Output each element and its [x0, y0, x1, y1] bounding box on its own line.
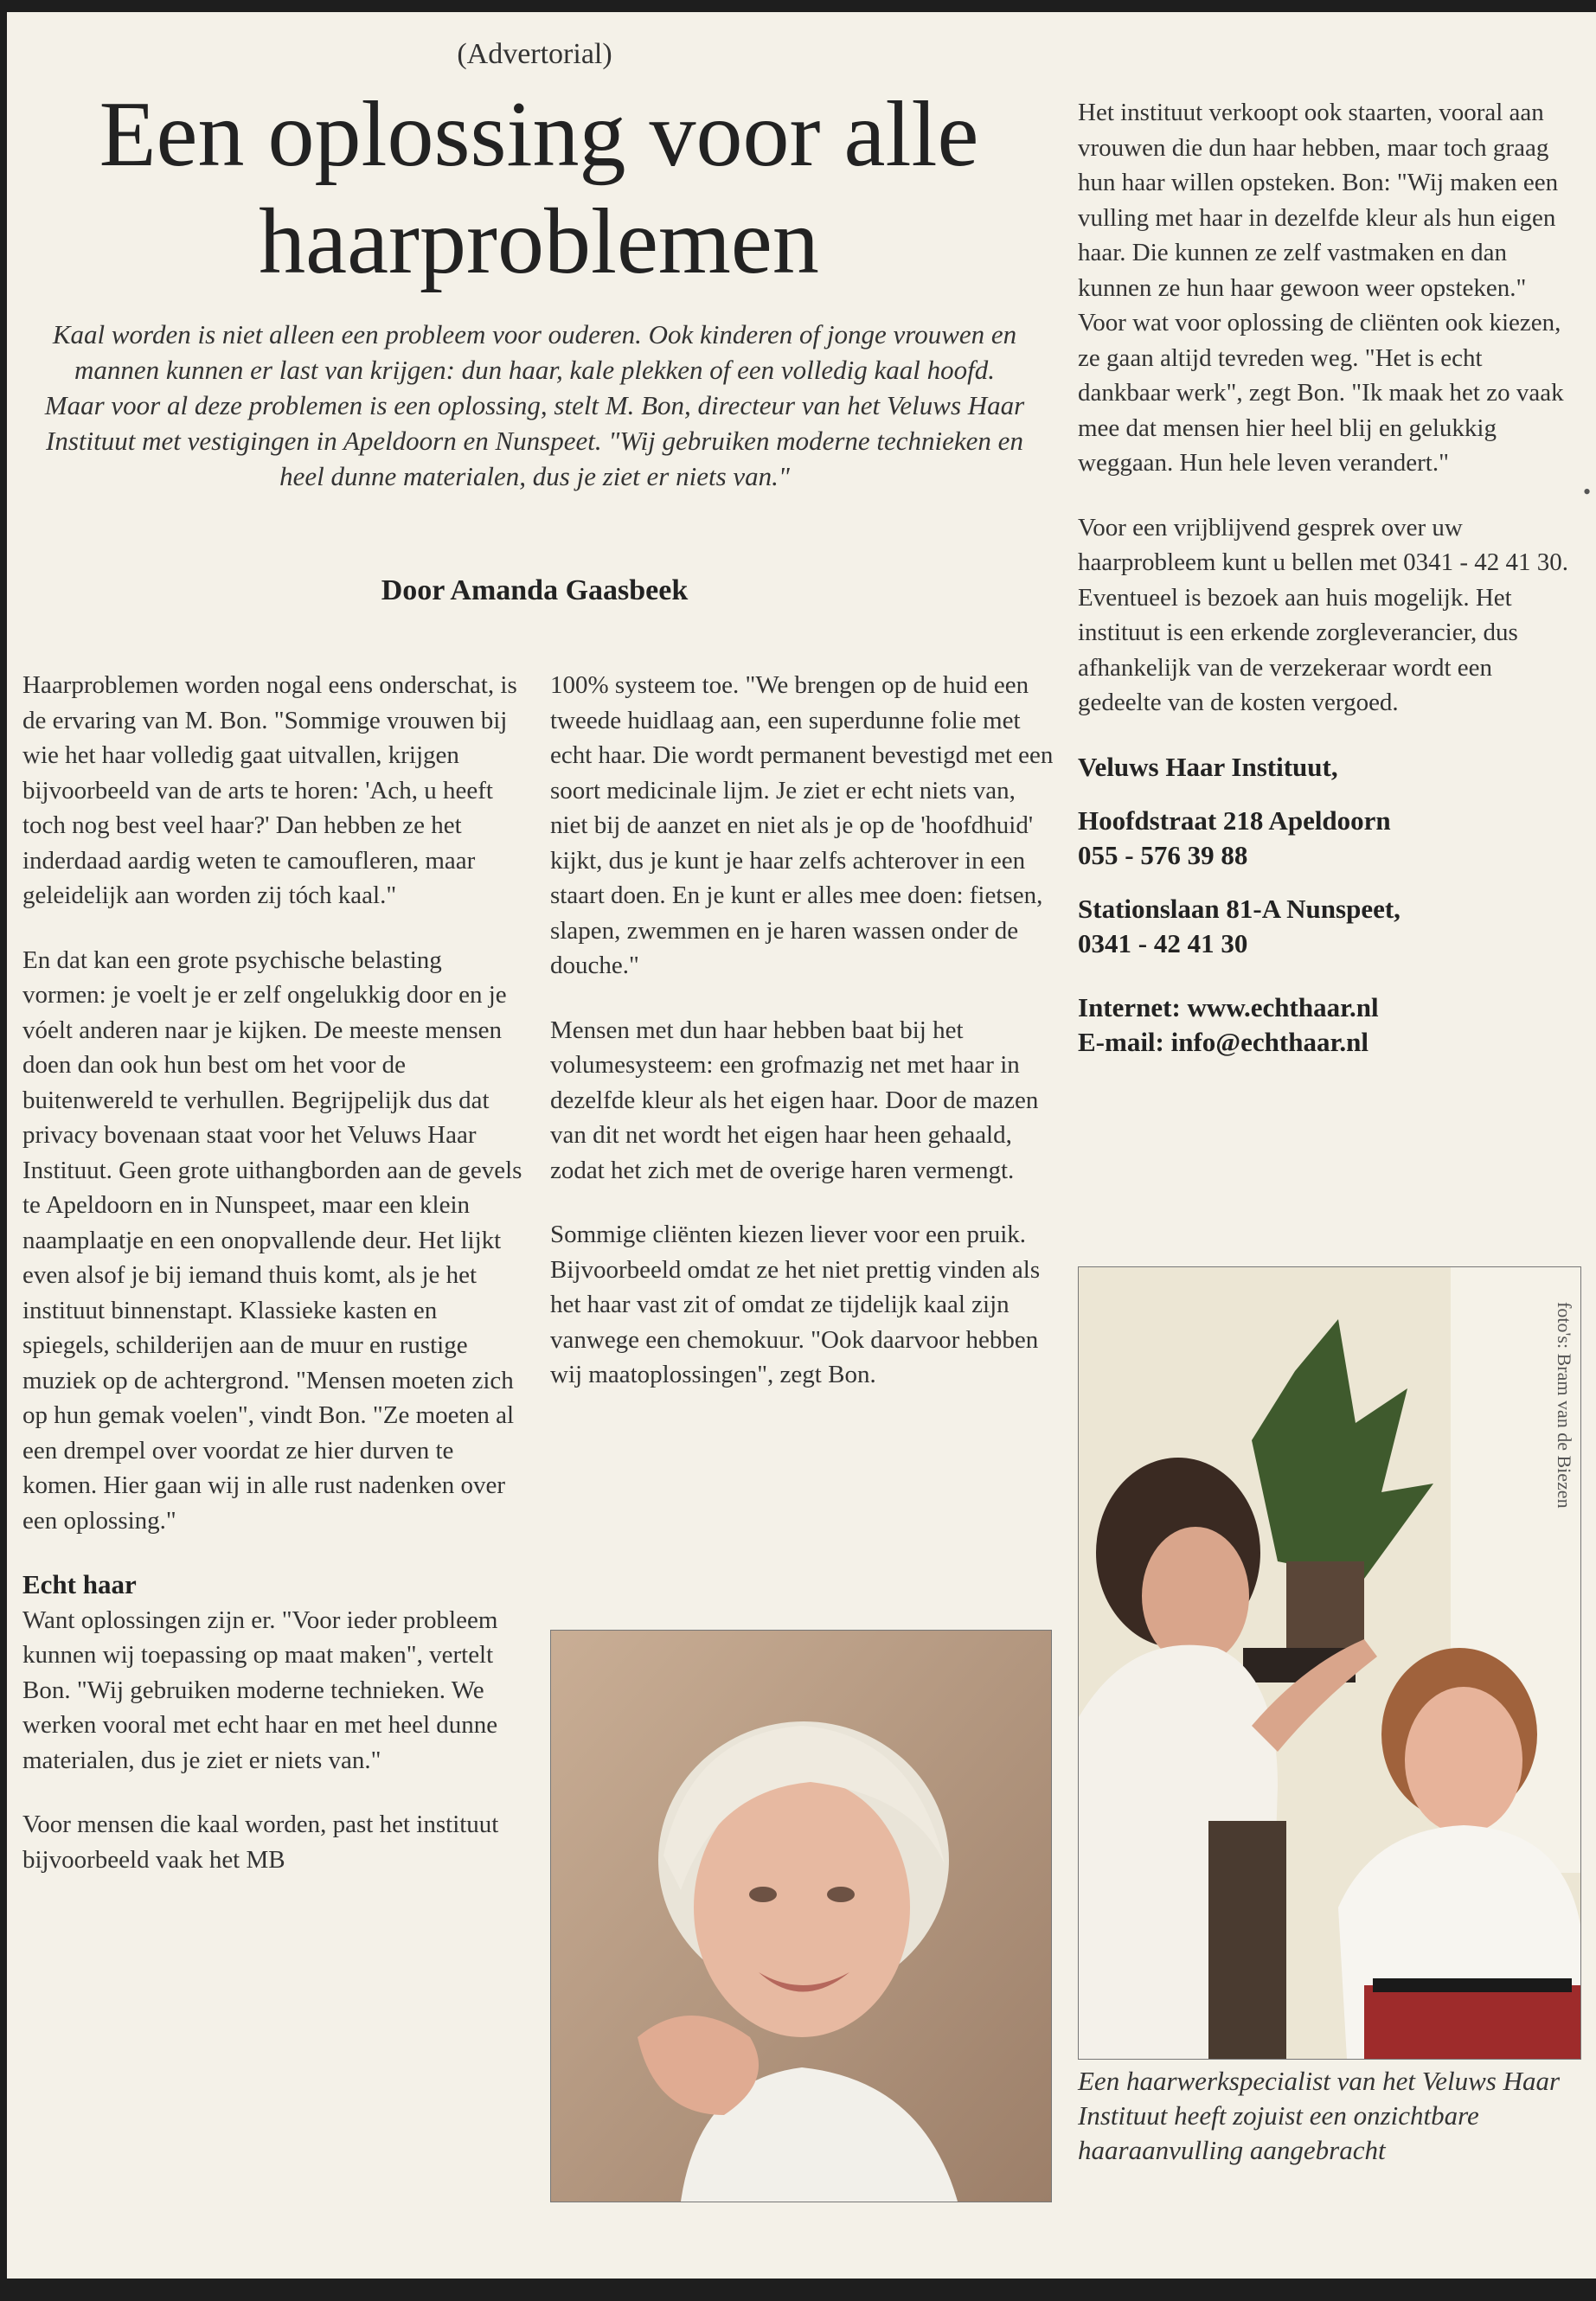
article-column-right: [1078, 95, 1580, 1060]
photo-credit: foto's: Bram van de Biezen: [1554, 1302, 1575, 1509]
paragraph: En dat kan een grote psychische belasting vormen: je voelt je er zelf ongelukkig door en je vóelt anderen naar je kijken. De meeste mensen doen dan ook hun best om het voor de buitenwereld te verhullen. Begrijpelijk dus dat privacy bovenaan staat voor het Veluws Haar Instituut. Geen grote uithangborden aan de gevels te Apeldoorn en in Nunspeet, maar een klein naamplaatje en een onopvallende deur. Het lijkt even alsof je bij iemand thuis komt, als je het instituut binnenstapt. Klassieke kasten en spiegels, schilderijen aan de muur en rustige muziek op de achtergrond. "Mensen moeten zich op hun gemak voelen", vindt Bon. "Ze moeten al een drempel over voordat ze hier durven te komen. Hier gaan wij in alle rust nadenken over een oplossing.": [22, 945, 522, 1535]
paragraph: Want oplossingen zijn er. "Voor ieder probleem kunnen wij toepassing op maat maken", vertelt Bon. "Wij gebruiken moderne technieken. We werken vooral met echt haar en met heel dunne materialen, dus je ziet er niets van.": [22, 1606, 498, 1774]
paragraph: Haarproblemen worden nogal eens onderschat, is de ervaring van M. Bon. "Sommige vrouwen bij wie het haar volledig gaat uitvallen, krijgen bijvoorbeeld van de arts te horen: 'Ach, u heeft toch nog best veel haar?' Dan hebben ze het inderdaad aardig weten te camoufleren, maar geleidelijk aan worden zij tóch kaal.": [22, 671, 517, 909]
address-apeldoorn: Hoofdstraat 218 Apeldoorn: [1078, 804, 1391, 836]
paragraph: Sommige cliënten kiezen liever voor een pruik. Bijvoorbeeld omdat ze het niet prettig vinden als het haar vast zit of omdat ze tijdelijk kaal zijn vanwege een chemokuur. "Ook daarvoor hebben wij maatoplossingen", zegt Bon.: [550, 1221, 1041, 1388]
paragraph: Voor een vrijblijvend gesprek over uw haarprobleem kunt u bellen met 0341 - 42 41 30. Eventueel is bezoek aan huis mogelijk. Het instituut is een erkende zorgleverancier, dus afhankelijk van de verzekeraar wordt een gedeelte van de kosten vergoed.: [1078, 513, 1568, 716]
article-byline: Door Amanda Gaasbeek: [381, 574, 689, 606]
institute-name: Veluws Haar Instituut,: [1078, 751, 1338, 782]
portrait-illustration: [551, 1631, 1051, 2202]
article-headline: Een oplossing voor alle haarproblemen: [99, 83, 979, 293]
salon-illustration: [1079, 1267, 1580, 2059]
article-column-left: [22, 668, 529, 1907]
article-column-middle: [550, 668, 1056, 1422]
scan-speck: •: [1583, 479, 1592, 504]
phone-nunspeet: 0341 - 42 41 30: [1078, 927, 1248, 958]
advertorial-label: (Advertorial): [457, 38, 612, 70]
advertorial-page: [7, 12, 1596, 2279]
subheading: Echt haar: [22, 1569, 137, 1599]
email: E-mail: info@echthaar.nl: [1078, 1026, 1368, 1057]
paragraph: Mensen met dun haar hebben baat bij het volumesysteem: een grofmazig net met haar in dezelfde kleur als het eigen haar. Door de mazen van dit net wordt het eigen haar heen gehaald, zodat het zich met de overige haren vermengt.: [550, 1016, 1039, 1184]
website: Internet: www.echthaar.nl: [1078, 991, 1379, 1022]
article-lead: Kaal worden is niet alleen een probleem voor ouderen. Ook kinderen of jonge vrouwen en mannen kunnen er last van krijgen: dun haar, kale plekken of een volledig kaal hoofd. Maar voor al deze problemen is een oplossing, stelt M. Bon, directeur van het Veluws Haar Instituut met vestigingen in Apeldoorn en Nunspeet. "Wij gebruiken moderne technieken en heel dunne materialen, dus je ziet er niets van.": [44, 319, 1025, 491]
portrait-photo: [550, 1630, 1052, 2202]
phone-apeldoorn: 055 - 576 39 88: [1078, 839, 1248, 870]
photo-caption: Een haarwerkspecialist van het Veluws Haar Instituut heeft zojuist een onzichtbare haaraanvulling aangebracht: [1078, 2066, 1561, 2165]
address-nunspeet: Stationslaan 81-A Nunspeet,: [1078, 893, 1401, 924]
paragraph: Voor mensen die kaal worden, past het instituut bijvoorbeeld vaak het MB: [22, 1811, 499, 1874]
contact-block: [1078, 750, 1580, 1060]
paragraph: 100% systeem toe. "We brengen op de huid een tweede huidlaag aan, een superdunne folie met echt haar. Die wordt permanent bevestigd met een soort medicinale lijm. Je ziet er echt niets van, niet bij de aanzet en niet als je op de 'hoofdhuid' kijkt, dus je kunt je haar zelfs achterover in een staart doen. En je kunt er alles mee doen: fietsen, slapen, zwemmen en je haren wassen onder de douche.": [550, 671, 1054, 979]
paragraph: Het instituut verkoopt ook staarten, vooral aan vrouwen die dun haar hebben, maar toch graag hun haar willen opsteken. Bon: "Wij maken een vulling met haar in dezelfde kleur als hun eigen haar. Die kunnen ze zelf vastmaken en dan kunnen ze hun haar gewoon weer opsteken." Voor wat voor oplossing de cliënten ook kiezen, ze gaan altijd tevreden weg. "Het is echt dankbaar werk", zegt Bon. "Ik maak het zo vaak mee dat mensen hier heel blij en gelukkig weggaan. Hun hele leven verandert.": [1078, 99, 1564, 477]
salon-photo: [1078, 1266, 1581, 2060]
